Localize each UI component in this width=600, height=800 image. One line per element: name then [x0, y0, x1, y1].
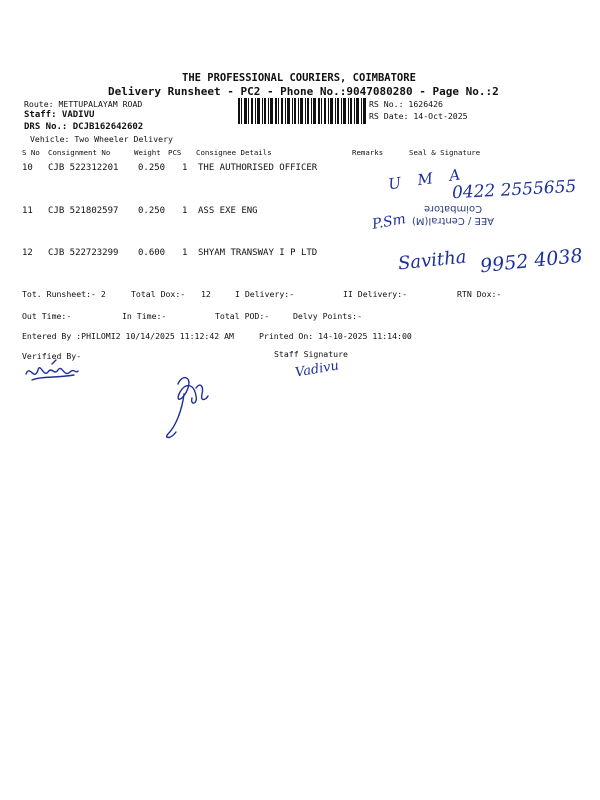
verified-signature-1	[22, 356, 82, 386]
row-weight: 0.250	[138, 206, 166, 216]
row-sno: 11	[22, 206, 33, 216]
barcode	[238, 98, 366, 124]
row-details: ASS EXE ENG	[198, 206, 258, 216]
row-pcs: 1	[182, 163, 188, 173]
col-pcs-header: PCS	[168, 148, 182, 157]
rs-number: RS No.: 1626426	[369, 99, 443, 109]
total-dox-value: 12	[201, 289, 211, 299]
col-remarks-header: Remarks	[352, 148, 384, 157]
runsheet-subtitle: Delivery Runsheet - PC2 - Phone No.:9047080280 - Page No.:2	[108, 85, 499, 98]
row-details: THE AUTHORISED OFFICER	[198, 163, 318, 173]
handwritten-initials-row11: P.Sm	[370, 211, 408, 233]
printed-on: Printed On: 14-10-2025 11:14:00	[259, 331, 412, 341]
staff-signature-label: Staff Signature	[274, 349, 348, 359]
stamp-line-2: Coimbatore	[423, 203, 483, 214]
staff-signature-handwriting: Vadivu	[294, 358, 341, 381]
company-title: THE PROFESSIONAL COURIERS, COIMBATORE	[182, 72, 416, 84]
stamp-text-row11	[412, 202, 494, 226]
ii-delivery: II Delivery:-	[343, 289, 408, 299]
route-label: Route: METTUPALAYAM ROAD	[24, 99, 143, 109]
col-consignment-header: Consignment No	[48, 148, 111, 157]
row-consignment: CJB 522723299	[48, 248, 119, 258]
vehicle-label: Vehicle: Two Wheeler Delivery	[30, 134, 173, 144]
row-consignment: CJB 521802597	[48, 206, 119, 216]
row-pcs: 1	[182, 248, 188, 258]
verified-by-label: Verified By-	[22, 351, 82, 361]
drs-label: DRS No.: DCJB162642602	[24, 122, 144, 132]
row-pcs: 1	[182, 206, 188, 216]
verified-signature-2	[160, 370, 220, 442]
total-pod: Total POD:-	[215, 311, 270, 321]
tot-runsheet: Tot. Runsheet:- 2	[22, 289, 106, 299]
entered-by: Entered By :PHILOMI2 10/14/2025 11:12:42 AM	[22, 331, 234, 341]
rtn-dox: RTN Dox:-	[457, 289, 502, 299]
row-sno: 10	[22, 163, 33, 173]
col-sno-header: S No	[22, 148, 40, 157]
col-seal-header: Seal & Signature	[409, 148, 481, 157]
out-time: Out Time:-	[22, 311, 72, 321]
stamp-line-1: AEE / Central(M)	[412, 215, 495, 226]
rs-date: RS Date: 14-Oct-2025	[369, 111, 468, 121]
row-details: SHYAM TRANSWAY I P LTD	[198, 248, 318, 258]
row-weight: 0.250	[138, 163, 166, 173]
row-sno: 12	[22, 248, 33, 258]
handwritten-name-savitha: Savitha	[397, 246, 468, 275]
col-weight-header: Weight	[134, 148, 161, 157]
handwritten-phone-row12: 9952 4038	[479, 244, 584, 278]
handwritten-phone-row10: 0422 2555655	[451, 176, 577, 204]
col-details-header: Consignee Details	[196, 148, 272, 157]
delvy-points: Delvy Points:-	[293, 311, 363, 321]
row-weight: 0.600	[138, 248, 166, 258]
handwritten-name-uma: U M A	[387, 164, 468, 194]
in-time: In Time:-	[122, 311, 167, 321]
total-dox-label: Total Dox:-	[131, 289, 186, 299]
i-delivery: I Delivery:-	[235, 289, 295, 299]
row-consignment: CJB 522312201	[48, 163, 119, 173]
barcode-graphic	[238, 98, 366, 124]
staff-label: Staff: VADIVU	[24, 110, 95, 120]
